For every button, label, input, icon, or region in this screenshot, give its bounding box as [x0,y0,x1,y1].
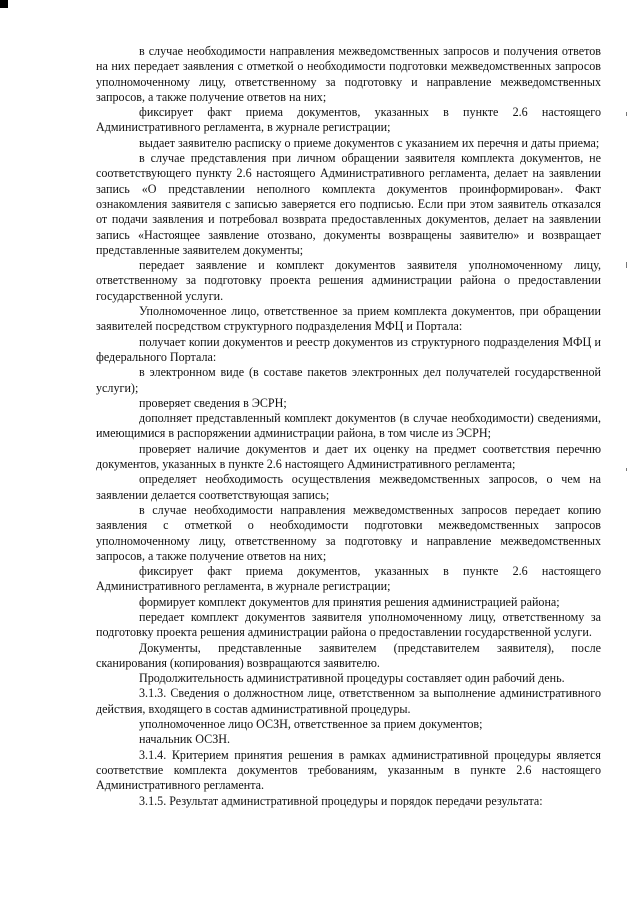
paragraph: в случае необходимости направления межведомственных запросов передает копию заявления с отметкой о необходимости подготовки межведомственных запросов уполномоченному лицу, ответственному за подготовку и направление межведомственных запросов, а также получение ответов на них; [96,502,601,563]
paragraph: уполномоченное лицо ОСЗН, ответственное за прием документов; [139,717,483,732]
scan-margin-tick [626,262,627,268]
scan-margin-tick [626,112,627,116]
scan-corner-mark [0,0,8,8]
paragraph: передает комплект документов заявителя уполномоченному лицу, ответственному за подготовку проекта решения администрации района о предоставлении государственной услуги. [96,609,601,640]
paragraph: передает заявление и комплект документов заявителя уполномоченному лицу, ответственному за подготовку проекта решения администрации района о предоставлении государственной услуги. [96,258,601,303]
paragraph: выдает заявителю расписку о приеме документов с указанием их перечня и даты приема; [139,135,600,150]
paragraph: Документы, представленные заявителем (представителем заявителя), после сканирования (копирования) возвращаются заявителю. [96,640,601,670]
paragraph: в электронном виде (в составе пакетов электронных дел получателей государственной услуги); [96,365,601,395]
paragraph: в случае представления при личном обращении заявителя комплекта документов, не соответствующего пункту 2.6 настоящего Административного регламента, делает на заявлении запись «О представлении неполного комплекта документов проинформирован». Факт ознакомления заявителя с записью заверяется его подписью. Если при этом заявитель отказался от подачи заявления и потребовал возврата предоставленных документов, делает на заявлении запись «Настоящее заявление отозвано, документы возвращены заявителю» и возвращает представленные заявителем документы; [96,151,601,257]
paragraph: Уполномоченное лицо, ответственное за прием комплекта документов, при обращении заявителей посредством структурного подразделения МФЦ и Портала: [96,304,601,334]
paragraph: проверяет наличие документов и дает их оценку на предмет соответствия перечню документов, указанных в пункте 2.6 настоящего Административного регламента; [96,441,601,472]
paragraph: формирует комплект документов для принятия решения администрацией района; [139,594,560,609]
paragraph: фиксирует факт приема документов, указанных в пункте 2.6 настоящего Административного регламента, в журнале регистрации; [96,564,601,594]
paragraph: в случае необходимости направления межведомственных запросов и получения ответов на них передает заявления с отметкой о необходимости подготовки межведомственных запросов уполномоченному лицу, ответственному за подготовку и направление межведомственных запросов, а также получение ответов на них; [96,44,601,104]
paragraph: фиксирует факт приема документов, указанных в пункте 2.6 настоящего Административного регламента, в журнале регистрации; [96,105,601,135]
paragraph: дополняет представленный комплект документов (в случае необходимости) сведениями, имеющимися в распоряжении администрации района, в том числе из ЭСРН; [96,411,601,441]
document-body [96,44,601,809]
paragraph: 3.1.4. Критерием принятия решения в рамках административной процедуры является соответствие комплекта документов требованиям, указанным в пункте 2.6 настоящего Административного регламента. [96,747,601,793]
paragraph: 3.1.5. Результат административной процедуры и порядок передачи результата: [139,793,543,808]
paragraph: получает копии документов и реестр документов из структурного подразделения МФЦ и федерального Портала: [96,334,601,364]
paragraph: проверяет сведения в ЭСРН; [139,395,287,410]
paragraph: определяет необходимость осуществления межведомственных запросов, о чем на заявлении делается соответствующая запись; [96,472,601,502]
paragraph: Продолжительность административной процедуры составляет один рабочий день. [139,671,565,686]
paragraph: начальник ОСЗН. [139,732,231,747]
scan-margin-tick [626,468,627,471]
paragraph: 3.1.3. Сведения о должностном лице, ответственном за выполнение административного действия, входящего в состав административной процедуры. [96,686,601,716]
